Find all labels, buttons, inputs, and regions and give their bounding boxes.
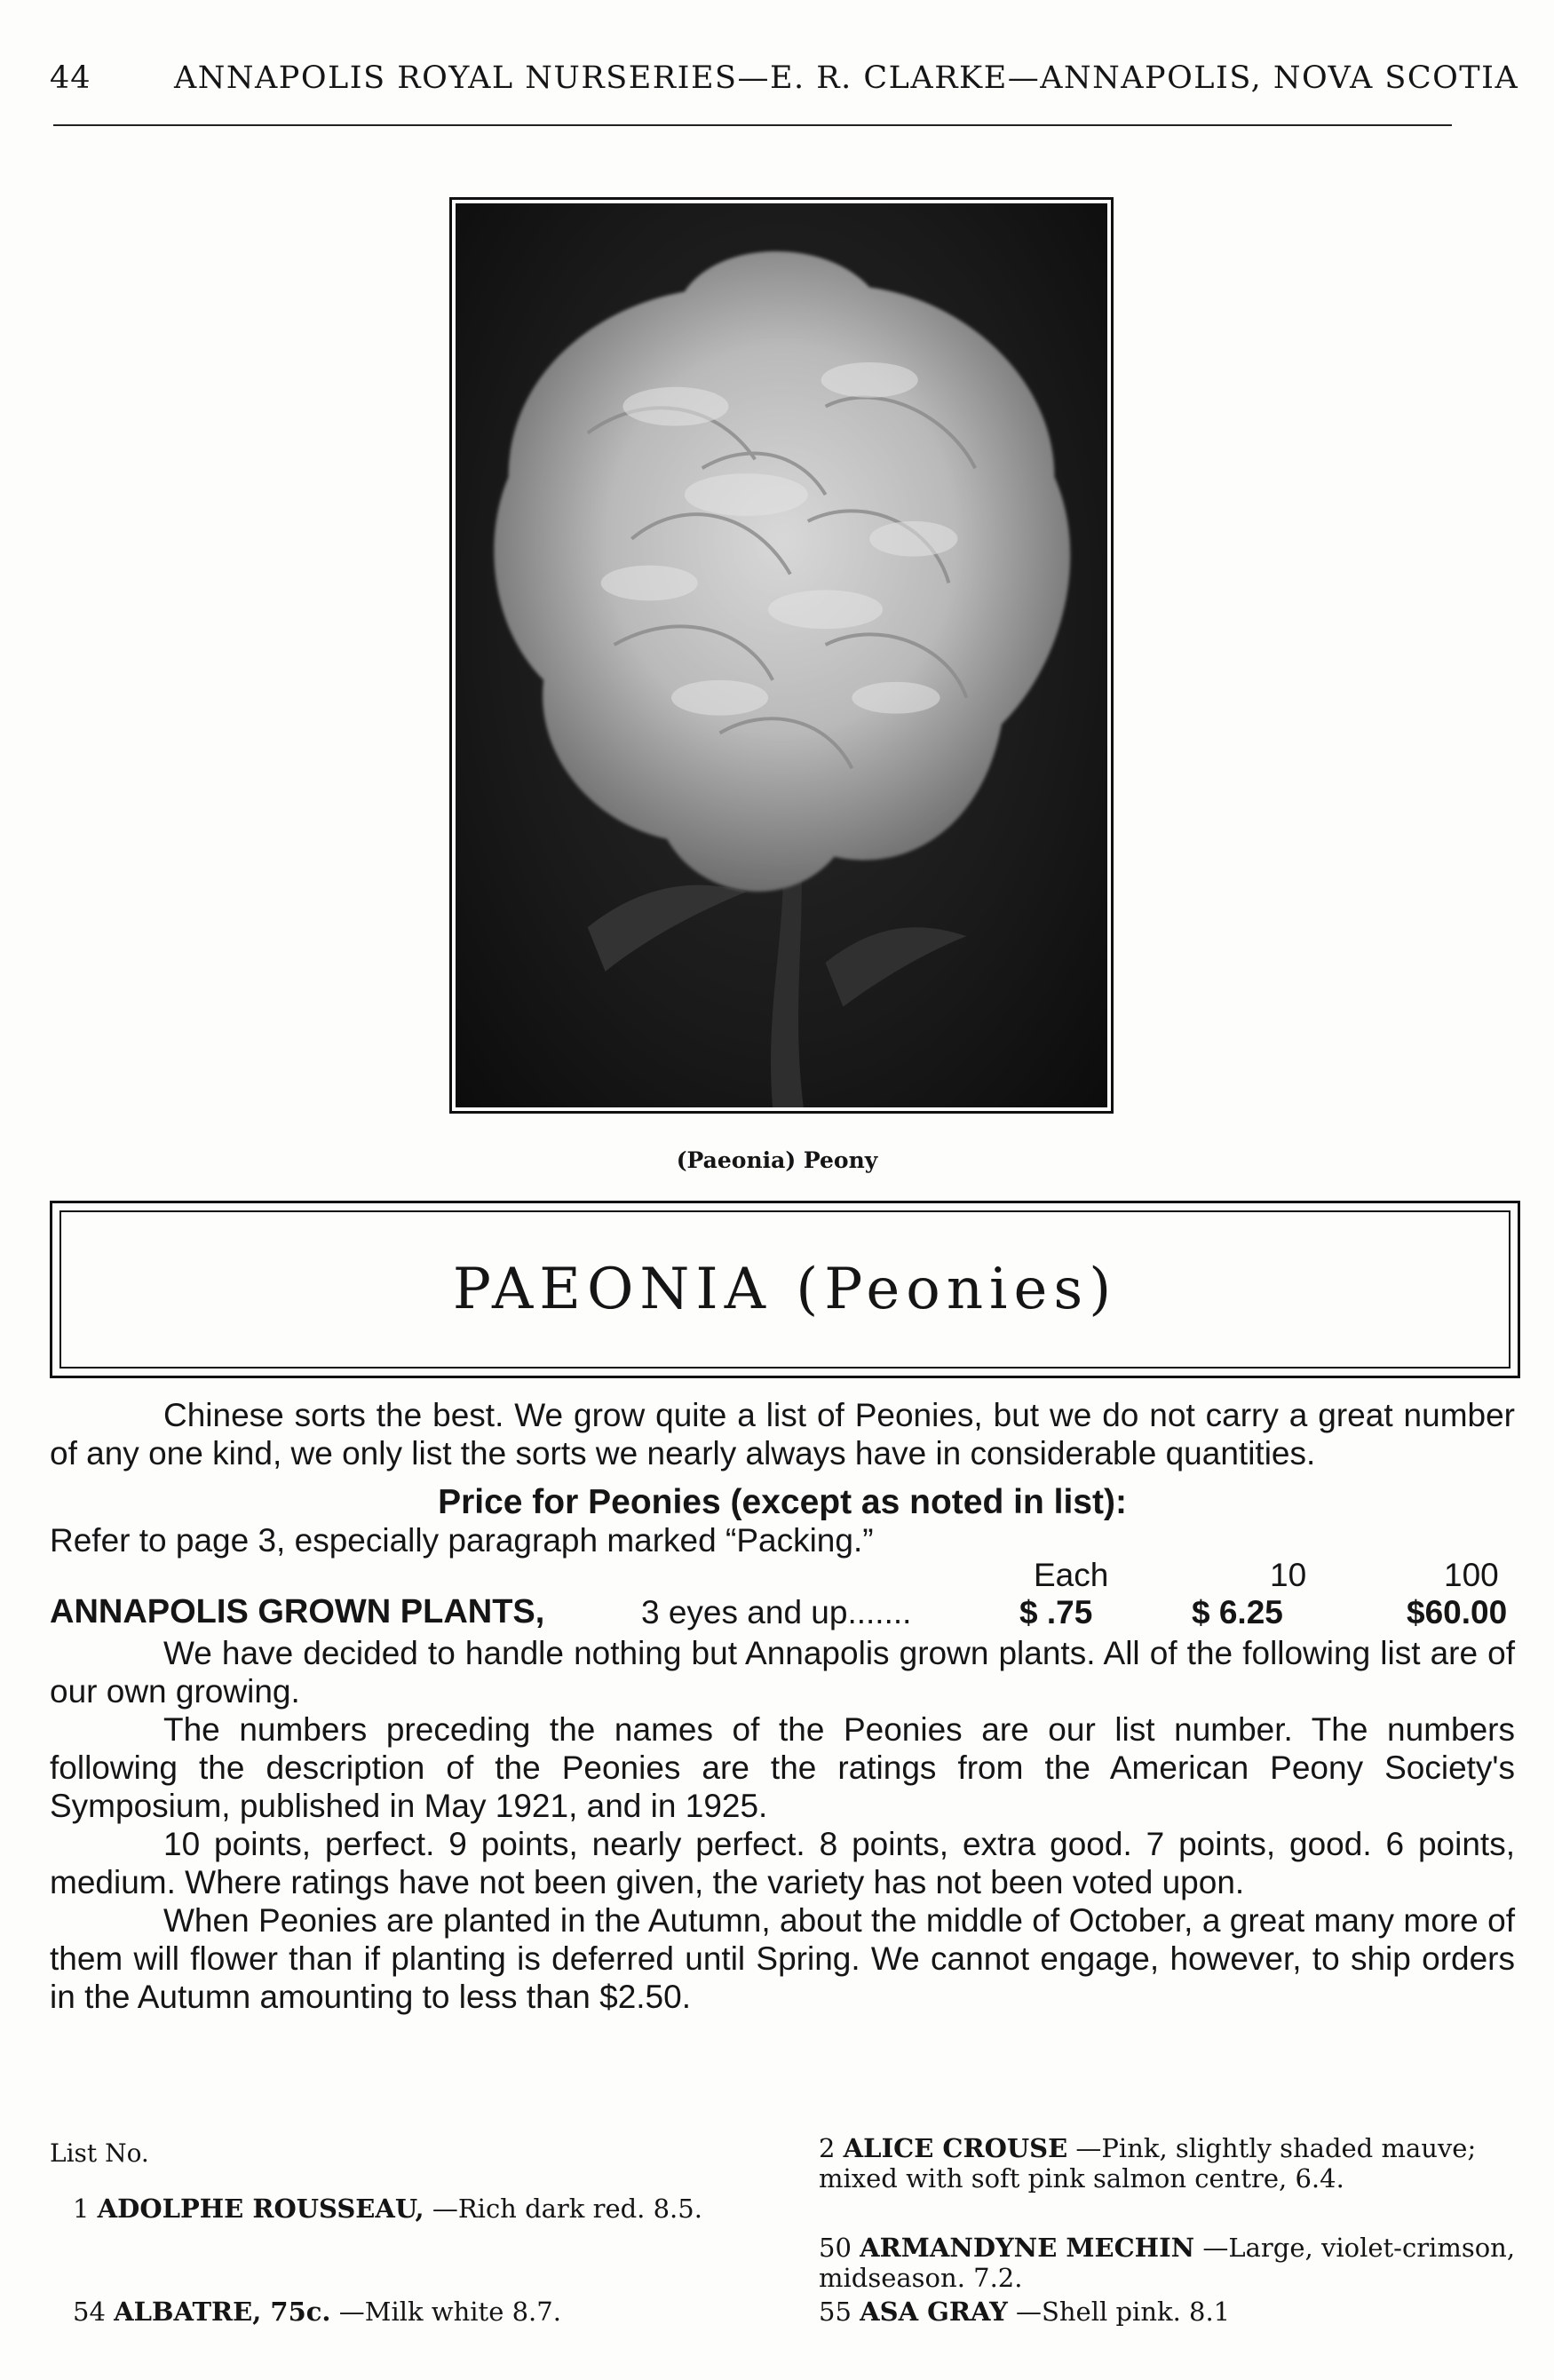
price-ten: $ 6.25: [1192, 1594, 1283, 1630]
variety-name: ADOLPHE ROUSSEAU,: [97, 2194, 424, 2224]
paragraph-list-numbers: The numbers preceding the names of the Peonies are our list number. The numbers following the description of the Peonies are the ratings from the American Peony Society's Symposium, published in May 1921, and in 1925.: [50, 1711, 1515, 1824]
list-number: 2: [819, 2133, 836, 2163]
variety-name: ASA GRAY: [860, 2297, 1008, 2327]
list-number: 50: [819, 2233, 852, 2263]
grown-plants-detail: 3 eyes and up.......: [641, 1594, 912, 1630]
variety-description: —Shell pink. 8.1: [1016, 2297, 1231, 2327]
intro-paragraph: Chinese sorts the best. We grow quite a list of Peonies, but we do not carry a great number of any one kind, we only list the sorts we nearly always have in considerable quantities.: [50, 1397, 1515, 1472]
list-item: [819, 2133, 1520, 2194]
paragraph-ratings: 10 points, perfect. 9 points, nearly perfect. 8 points, extra good. 7 points, good. 6 points, medium. Where ratings have not been given, the variety has not been voted upon.: [50, 1826, 1515, 1900]
price-column-headers: [50, 1556, 1515, 1593]
section-title-box: [50, 1201, 1520, 1378]
running-title: ANNAPOLIS ROYAL NURSERIES—E. R. CLARKE—ANNAPOLIS, NOVA SCOTIA: [174, 60, 1519, 96]
variety-description: —Rich dark red. 8.5.: [432, 2194, 702, 2224]
price-col-ten: 10: [1270, 1557, 1307, 1593]
page-header: [50, 60, 1519, 114]
peony-flower-icon: [456, 203, 1107, 1107]
price-heading: Price for Peonies (except as noted in list):: [438, 1483, 1127, 1521]
section-title: PAEONIA (Peonies): [452, 1257, 1118, 1322]
section-title-frame: [59, 1210, 1510, 1368]
body-text: [50, 1396, 1515, 2016]
variety-name: ARMANDYNE MECHIN: [860, 2233, 1195, 2263]
price-col-each: Each: [1034, 1557, 1109, 1593]
list-item: [73, 2297, 757, 2327]
price-each: $ .75: [1019, 1594, 1093, 1630]
peony-photo: [449, 197, 1114, 1114]
photo-caption: (Paeonia) Peony: [676, 1147, 878, 1173]
variety-description: —Pink, slightly shaded mauve; mixed with soft pink salmon centre, 6.4.: [819, 2133, 1477, 2194]
list-item: [73, 2194, 757, 2224]
paragraph-own-growing: We have decided to handle nothing but Annapolis grown plants. All of the following list are of our own growing.: [50, 1635, 1515, 1710]
variety-name: ALBATRE, 75c.: [114, 2297, 331, 2327]
price-col-hundred: 100: [1444, 1557, 1499, 1593]
paragraph-autumn-planting: When Peonies are planted in the Autumn, about the middle of October, a great many more of them will flower than if planting is deferred until Spring. We cannot engage, however, to ship orders in the Autumn amounting to less than $2.50.: [50, 1902, 1515, 2015]
refer-line: Refer to page 3, especially paragraph marked “Packing.”: [50, 1522, 874, 1559]
list-number: 1: [73, 2194, 90, 2224]
page-number: 44: [50, 60, 91, 96]
list-header: List No.: [50, 2138, 149, 2168]
grown-plants-label: ANNAPOLIS GROWN PLANTS,: [50, 1593, 545, 1630]
list-number: 55: [819, 2297, 852, 2327]
variety-description: —Large, violet-crimson, midseason. 7.2.: [819, 2233, 1516, 2293]
variety-name: ALICE CROUSE: [843, 2133, 1068, 2163]
price-hundred: $60.00: [1407, 1594, 1508, 1630]
list-item: [819, 2233, 1520, 2293]
list-item: [819, 2297, 1520, 2327]
header-rule: [53, 124, 1452, 126]
list-number: 54: [73, 2297, 106, 2327]
peony-flower-illustration: [456, 203, 1107, 1107]
grown-plants-row: [50, 1593, 1515, 1634]
variety-description: —Milk white 8.7.: [338, 2297, 561, 2327]
